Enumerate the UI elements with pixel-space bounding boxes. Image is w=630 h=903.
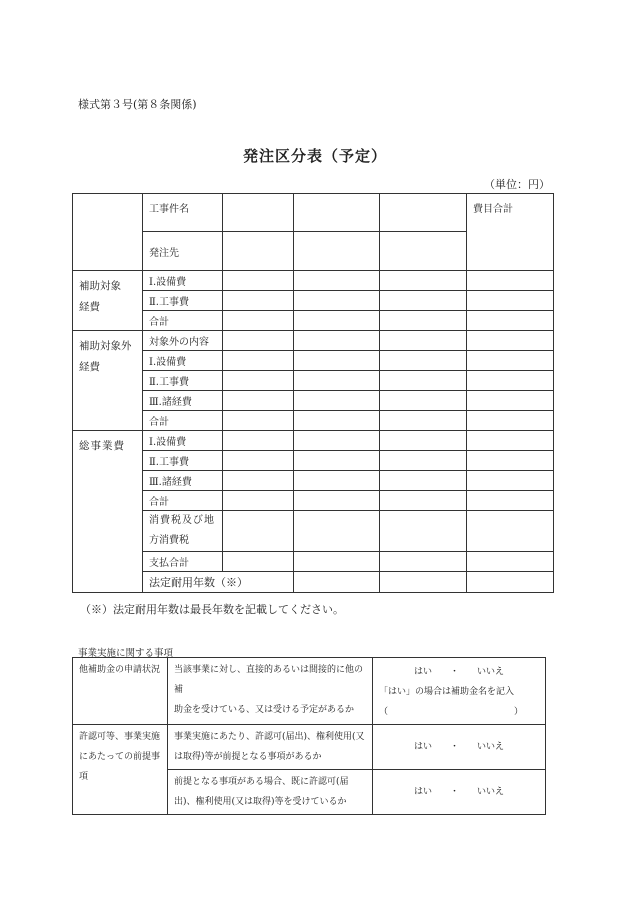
yes-no-choice[interactable]: はい ・ いいえ: [413, 742, 504, 752]
group-label-line: 総事業費: [79, 440, 125, 452]
row-label-line: 消費税及び地: [149, 515, 215, 526]
subsidy-name-note: 「はい」の場合は補助金名を記入: [379, 687, 515, 697]
cell[interactable]: [380, 194, 467, 232]
cell[interactable]: [380, 411, 467, 431]
row-header-work-name: 工事件名: [143, 194, 223, 232]
question-other-subsidy: [168, 658, 373, 725]
cell[interactable]: [380, 271, 467, 291]
group-label-subsidy-eligible: [73, 271, 143, 331]
cell[interactable]: [294, 331, 380, 351]
row-header-order-to: 発注先: [143, 232, 223, 271]
cell[interactable]: [223, 232, 294, 271]
question-line: は取得)等が前提となる事項があるか: [174, 752, 322, 762]
row-label: Ⅰ.設備費: [143, 351, 223, 371]
cell[interactable]: [294, 291, 380, 311]
cell[interactable]: [294, 491, 380, 511]
cell[interactable]: [380, 391, 467, 411]
cell[interactable]: [467, 451, 554, 471]
footnote: （※）法定耐用年数は最長年数を記載してください。: [80, 603, 344, 616]
cell[interactable]: [223, 552, 294, 572]
unit-label: （単位：円）: [484, 178, 550, 191]
project-matters-table: [72, 657, 546, 815]
row-label-line: 許認可等、事業実施: [79, 732, 161, 742]
cell[interactable]: [294, 194, 380, 232]
cell[interactable]: [294, 471, 380, 491]
cell[interactable]: [223, 194, 294, 232]
cell[interactable]: [294, 391, 380, 411]
cell[interactable]: [467, 291, 554, 311]
cell[interactable]: [380, 471, 467, 491]
cell[interactable]: [294, 572, 380, 593]
question-line: 助金を受けている、又は受ける予定があるか: [174, 705, 355, 715]
cell[interactable]: [223, 491, 294, 511]
yes-no-choice[interactable]: はい ・ いいえ: [413, 787, 504, 797]
group-label-line: 補助対象外: [79, 340, 132, 352]
answer-permits-obtained[interactable]: [373, 770, 546, 815]
cell[interactable]: [223, 411, 294, 431]
row-label: Ⅱ.工事費: [143, 451, 223, 471]
yes-no-choice[interactable]: はい ・ いいえ: [413, 667, 504, 677]
cell[interactable]: [223, 331, 294, 351]
corner-cell: [73, 194, 143, 271]
row-label: Ⅲ.諸経費: [143, 471, 223, 491]
subsidy-name-field[interactable]: （ ）: [379, 707, 524, 717]
cell[interactable]: [294, 431, 380, 451]
cell[interactable]: [467, 271, 554, 291]
cell[interactable]: [467, 371, 554, 391]
cell[interactable]: [223, 271, 294, 291]
row-label-permits: [73, 725, 168, 815]
row-label: 合計: [143, 311, 223, 331]
row-label-line: 項: [79, 772, 89, 782]
cell[interactable]: [467, 471, 554, 491]
row-label-consumption-tax: [143, 511, 223, 552]
row-label-useful-life: 法定耐用年数（※）: [143, 572, 294, 593]
cell[interactable]: [380, 351, 467, 371]
cell[interactable]: [467, 391, 554, 411]
cell[interactable]: [380, 451, 467, 471]
cell[interactable]: [223, 291, 294, 311]
cell[interactable]: [294, 311, 380, 331]
row-label: Ⅱ.工事費: [143, 371, 223, 391]
cell[interactable]: [380, 491, 467, 511]
group-label-line: 補助対象: [79, 280, 121, 292]
row-label: 合計: [143, 491, 223, 511]
cell[interactable]: [467, 331, 554, 351]
group-label-line: 経費: [79, 361, 100, 373]
cell[interactable]: [223, 391, 294, 411]
cell[interactable]: [294, 411, 380, 431]
cell[interactable]: [294, 232, 380, 271]
group-label-line: 経費: [79, 301, 100, 313]
cell[interactable]: [223, 471, 294, 491]
answer-permits-required[interactable]: [373, 725, 546, 770]
question-line: 出)、権利使用(又は取得)等を受けているか: [174, 797, 347, 807]
cell[interactable]: [467, 572, 554, 593]
row-label-line: にあたっての前提事: [79, 752, 161, 762]
cell[interactable]: [380, 371, 467, 391]
row-label: 対象外の内容: [143, 331, 223, 351]
question-permits-required: [168, 725, 373, 770]
answer-other-subsidy[interactable]: [373, 658, 546, 725]
cell[interactable]: [223, 451, 294, 471]
question-line: 当該事業に対し、直接的あるいは間接的に他の補: [174, 665, 364, 695]
cell[interactable]: [467, 411, 554, 431]
document-title: 発注区分表（予定）: [242, 147, 387, 165]
row-label: Ⅱ.工事費: [143, 291, 223, 311]
cell[interactable]: [294, 371, 380, 391]
cell[interactable]: [223, 431, 294, 451]
row-label-other-subsidy: 他補助金の申請状況: [73, 658, 168, 725]
cell[interactable]: [380, 311, 467, 331]
form-number: 様式第３号(第８条関係): [78, 98, 197, 111]
group-label-total-project-cost: [73, 431, 143, 593]
cell[interactable]: [380, 291, 467, 311]
cell[interactable]: [467, 552, 554, 572]
cell[interactable]: [294, 271, 380, 291]
cell[interactable]: [294, 511, 380, 552]
cell[interactable]: [294, 451, 380, 471]
cell[interactable]: [380, 552, 467, 572]
cell[interactable]: [294, 552, 380, 572]
row-label: 支払合計: [143, 552, 223, 572]
row-label: Ⅰ.設備費: [143, 271, 223, 291]
cell[interactable]: [294, 351, 380, 371]
cell[interactable]: [380, 331, 467, 351]
cell[interactable]: [223, 351, 294, 371]
cell[interactable]: [380, 232, 467, 271]
question-permits-obtained: [168, 770, 373, 815]
col-header-total: 費目合計: [467, 194, 554, 271]
row-label: Ⅰ.設備費: [143, 431, 223, 451]
row-label: Ⅲ.諸経費: [143, 391, 223, 411]
row-label-line: 方消費税: [149, 535, 189, 546]
section-title: 事業実施に関する事項: [78, 648, 174, 659]
row-label: 合計: [143, 411, 223, 431]
cell[interactable]: [467, 491, 554, 511]
cell[interactable]: [223, 311, 294, 331]
cell[interactable]: [467, 511, 554, 552]
cell[interactable]: [380, 431, 467, 451]
question-line: 事業実施にあたり、許認可(届出)、権利使用(又: [174, 732, 365, 742]
cell[interactable]: [467, 351, 554, 371]
cell[interactable]: [223, 511, 294, 552]
order-classification-table: [72, 193, 554, 593]
cell[interactable]: [467, 431, 554, 451]
cell[interactable]: [223, 371, 294, 391]
group-label-subsidy-ineligible: [73, 331, 143, 431]
cell[interactable]: [467, 311, 554, 331]
question-line: 前提となる事項がある場合、既に許認可(届: [174, 777, 349, 787]
cell[interactable]: [380, 572, 467, 593]
cell[interactable]: [380, 511, 467, 552]
